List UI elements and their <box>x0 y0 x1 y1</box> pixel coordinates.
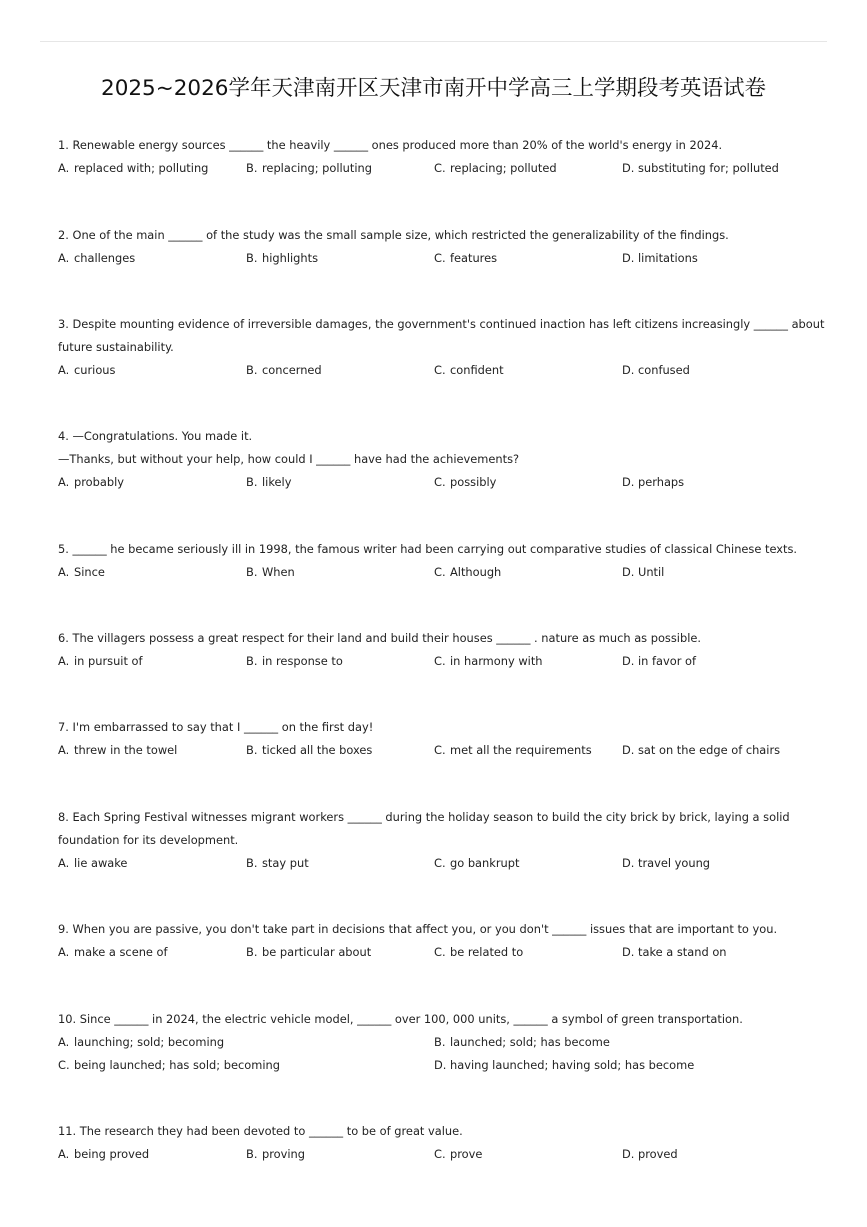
question-2-option-d[interactable] <box>622 247 698 270</box>
option-letter: A. <box>58 856 70 870</box>
option-text: substituting for; polluted <box>638 161 779 175</box>
header-divider <box>40 41 827 42</box>
option-text: replaced with; polluting <box>74 161 209 175</box>
option-text: sat on the edge of chairs <box>638 743 781 757</box>
option-text: When <box>262 565 295 579</box>
question-2-option-c[interactable] <box>434 247 497 270</box>
question-8-stem: foundation for its development. <box>58 833 239 847</box>
option-letter: A. <box>58 565 70 579</box>
option-text: likely <box>262 475 292 489</box>
option-text: Until <box>638 565 665 579</box>
option-text: features <box>450 251 498 265</box>
option-text: being proved <box>74 1147 150 1161</box>
option-text: proving <box>262 1147 305 1161</box>
question-2-stem: 2. One of the main ______ of the study was the small sample size, which restricted the generalizability of the findings. <box>58 228 729 242</box>
question-7-option-b[interactable] <box>246 739 372 762</box>
option-letter: C. <box>434 945 446 959</box>
option-text: having launched; having sold; has become <box>450 1058 695 1072</box>
option-text: met all the requirements <box>450 743 592 757</box>
question-4-option-c[interactable] <box>434 471 496 494</box>
option-text: confident <box>450 363 504 377</box>
question-6-option-a[interactable] <box>58 650 143 673</box>
question-3-stem: future sustainability. <box>58 340 174 354</box>
option-letter: A. <box>58 654 70 668</box>
question-10-option-c[interactable] <box>58 1054 280 1077</box>
question-3-option-c[interactable] <box>434 359 504 382</box>
option-letter: D. <box>622 161 635 175</box>
question-10-stem: 10. Since ______ in 2024, the electric vehicle model, ______ over 100, 000 units, ______ a symbol of green transportation. <box>58 1012 743 1026</box>
option-text: take a stand on <box>638 945 727 959</box>
question-8-option-c[interactable] <box>434 852 519 875</box>
question-2-option-b[interactable] <box>246 247 318 270</box>
option-letter: A. <box>58 161 70 175</box>
option-letter: C. <box>434 251 446 265</box>
option-letter: D. <box>622 1147 635 1161</box>
question-4-option-a[interactable] <box>58 471 124 494</box>
option-letter: A. <box>58 363 70 377</box>
question-6-option-b[interactable] <box>246 650 343 673</box>
question-1-option-d[interactable] <box>622 157 779 180</box>
option-letter: B. <box>246 856 258 870</box>
option-letter: C. <box>434 363 446 377</box>
option-text: be particular about <box>262 945 372 959</box>
question-11-option-d[interactable] <box>622 1143 678 1166</box>
question-8-option-a[interactable] <box>58 852 127 875</box>
question-8-option-b[interactable] <box>246 852 309 875</box>
question-7-stem: 7. I'm embarrassed to say that I ______ on the first day! <box>58 720 374 734</box>
option-letter: C. <box>434 743 446 757</box>
question-9-stem: 9. When you are passive, you don't take part in decisions that affect you, or you don't ______ issues that are important to you. <box>58 922 778 936</box>
question-7-option-c[interactable] <box>434 739 592 762</box>
option-letter: B. <box>434 1035 446 1049</box>
question-3-option-b[interactable] <box>246 359 322 382</box>
question-9-option-d[interactable] <box>622 941 727 964</box>
option-text: in harmony with <box>450 654 543 668</box>
option-text: probably <box>74 475 124 489</box>
question-10-option-d[interactable] <box>434 1054 694 1077</box>
option-text: being launched; has sold; becoming <box>74 1058 280 1072</box>
question-9-option-a[interactable] <box>58 941 168 964</box>
question-11-option-c[interactable] <box>434 1143 482 1166</box>
option-letter: A. <box>58 1147 70 1161</box>
question-9-option-b[interactable] <box>246 941 371 964</box>
option-letter: B. <box>246 363 258 377</box>
option-text: travel young <box>638 856 711 870</box>
option-letter: B. <box>246 161 258 175</box>
option-text: launched; sold; has become <box>450 1035 610 1049</box>
option-text: be related to <box>450 945 524 959</box>
option-letter: D. <box>622 856 635 870</box>
option-letter: A. <box>58 743 70 757</box>
option-letter: C. <box>434 1147 446 1161</box>
question-4-option-b[interactable] <box>246 471 291 494</box>
question-7-option-d[interactable] <box>622 739 780 762</box>
option-letter: D. <box>622 654 635 668</box>
option-letter: D. <box>622 475 635 489</box>
option-letter: C. <box>58 1058 70 1072</box>
question-9-option-c[interactable] <box>434 941 523 964</box>
question-6-stem: 6. The villagers possess a great respect for their land and build their houses ______ . nature as much as possible. <box>58 631 701 645</box>
option-letter: D. <box>622 945 635 959</box>
option-text: replacing; polluting <box>262 161 372 175</box>
question-11-stem: 11. The research they had been devoted to ______ to be of great value. <box>58 1124 463 1138</box>
option-text: Although <box>450 565 502 579</box>
option-letter: C. <box>434 856 446 870</box>
option-text: in pursuit of <box>74 654 143 668</box>
option-text: proved <box>638 1147 678 1161</box>
question-8-option-d[interactable] <box>622 852 710 875</box>
option-letter: D. <box>622 743 635 757</box>
question-10-option-b[interactable] <box>434 1031 610 1054</box>
option-text: launching; sold; becoming <box>74 1035 225 1049</box>
option-letter: A. <box>58 945 70 959</box>
question-4-stem: 4. —Congratulations. You made it. <box>58 429 253 443</box>
question-5-option-c[interactable] <box>434 561 501 584</box>
question-1-option-a[interactable] <box>58 157 208 180</box>
option-letter: A. <box>58 475 70 489</box>
option-text: challenges <box>74 251 136 265</box>
option-letter: A. <box>58 1035 70 1049</box>
option-letter: B. <box>246 251 258 265</box>
option-text: curious <box>74 363 116 377</box>
question-3-stem: 3. Despite mounting evidence of irreversible damages, the government's continued inaction has left citizens increasingly ______ about <box>58 317 825 331</box>
option-letter: B. <box>246 565 258 579</box>
question-3-option-a[interactable] <box>58 359 115 382</box>
option-letter: B. <box>246 945 258 959</box>
question-5-option-b[interactable] <box>246 561 295 584</box>
question-1-option-b[interactable] <box>246 157 372 180</box>
option-letter: D. <box>622 565 635 579</box>
question-6-option-c[interactable] <box>434 650 543 673</box>
option-letter: C. <box>434 565 446 579</box>
option-text: in response to <box>262 654 343 668</box>
option-letter: B. <box>246 1147 258 1161</box>
option-text: confused <box>638 363 690 377</box>
question-2-option-a[interactable] <box>58 247 135 270</box>
option-text: perhaps <box>638 475 685 489</box>
option-letter: D. <box>622 363 635 377</box>
option-text: stay put <box>262 856 309 870</box>
option-text: concerned <box>262 363 322 377</box>
question-7-option-a[interactable] <box>58 739 177 762</box>
question-4-stem: —Thanks, but without your help, how could I ______ have had the achievements? <box>58 452 520 466</box>
option-letter: C. <box>434 654 446 668</box>
option-letter: B. <box>246 475 258 489</box>
option-letter: C. <box>434 161 446 175</box>
option-text: highlights <box>262 251 319 265</box>
question-5-option-d[interactable] <box>622 561 664 584</box>
question-10-option-a[interactable] <box>58 1031 224 1054</box>
question-4-option-d[interactable] <box>622 471 684 494</box>
option-text: ticked all the boxes <box>262 743 373 757</box>
question-5-option-a[interactable] <box>58 561 105 584</box>
option-text: prove <box>450 1147 483 1161</box>
option-letter: C. <box>434 475 446 489</box>
question-8-stem: 8. Each Spring Festival witnesses migrant workers ______ during the holiday season to build the city brick by brick, laying a solid <box>58 810 790 824</box>
option-text: replacing; polluted <box>450 161 557 175</box>
question-5-stem: 5. ______ he became seriously ill in 1998, the famous writer had been carrying out comparative studies of classical Chinese texts. <box>58 542 798 556</box>
question-1-stem: 1. Renewable energy sources ______ the heavily ______ ones produced more than 20% of the world's energy in 2024. <box>58 138 723 152</box>
option-letter: A. <box>58 251 70 265</box>
option-text: threw in the towel <box>74 743 178 757</box>
page-title: 2025~2026学年天津南开区天津市南开中学高三上学期段考英语试卷 <box>101 76 766 101</box>
option-letter: D. <box>622 251 635 265</box>
option-letter: D. <box>434 1058 447 1072</box>
option-text: limitations <box>638 251 698 265</box>
question-11-option-a[interactable] <box>58 1143 149 1166</box>
option-text: make a scene of <box>74 945 168 959</box>
question-6-option-d[interactable] <box>622 650 696 673</box>
question-1-option-c[interactable] <box>434 157 557 180</box>
option-text: lie awake <box>74 856 128 870</box>
question-11-option-b[interactable] <box>246 1143 305 1166</box>
option-text: possibly <box>450 475 497 489</box>
option-letter: B. <box>246 654 258 668</box>
option-text: Since <box>74 565 105 579</box>
question-3-option-d[interactable] <box>622 359 690 382</box>
option-text: go bankrupt <box>450 856 520 870</box>
option-letter: B. <box>246 743 258 757</box>
option-text: in favor of <box>638 654 696 668</box>
